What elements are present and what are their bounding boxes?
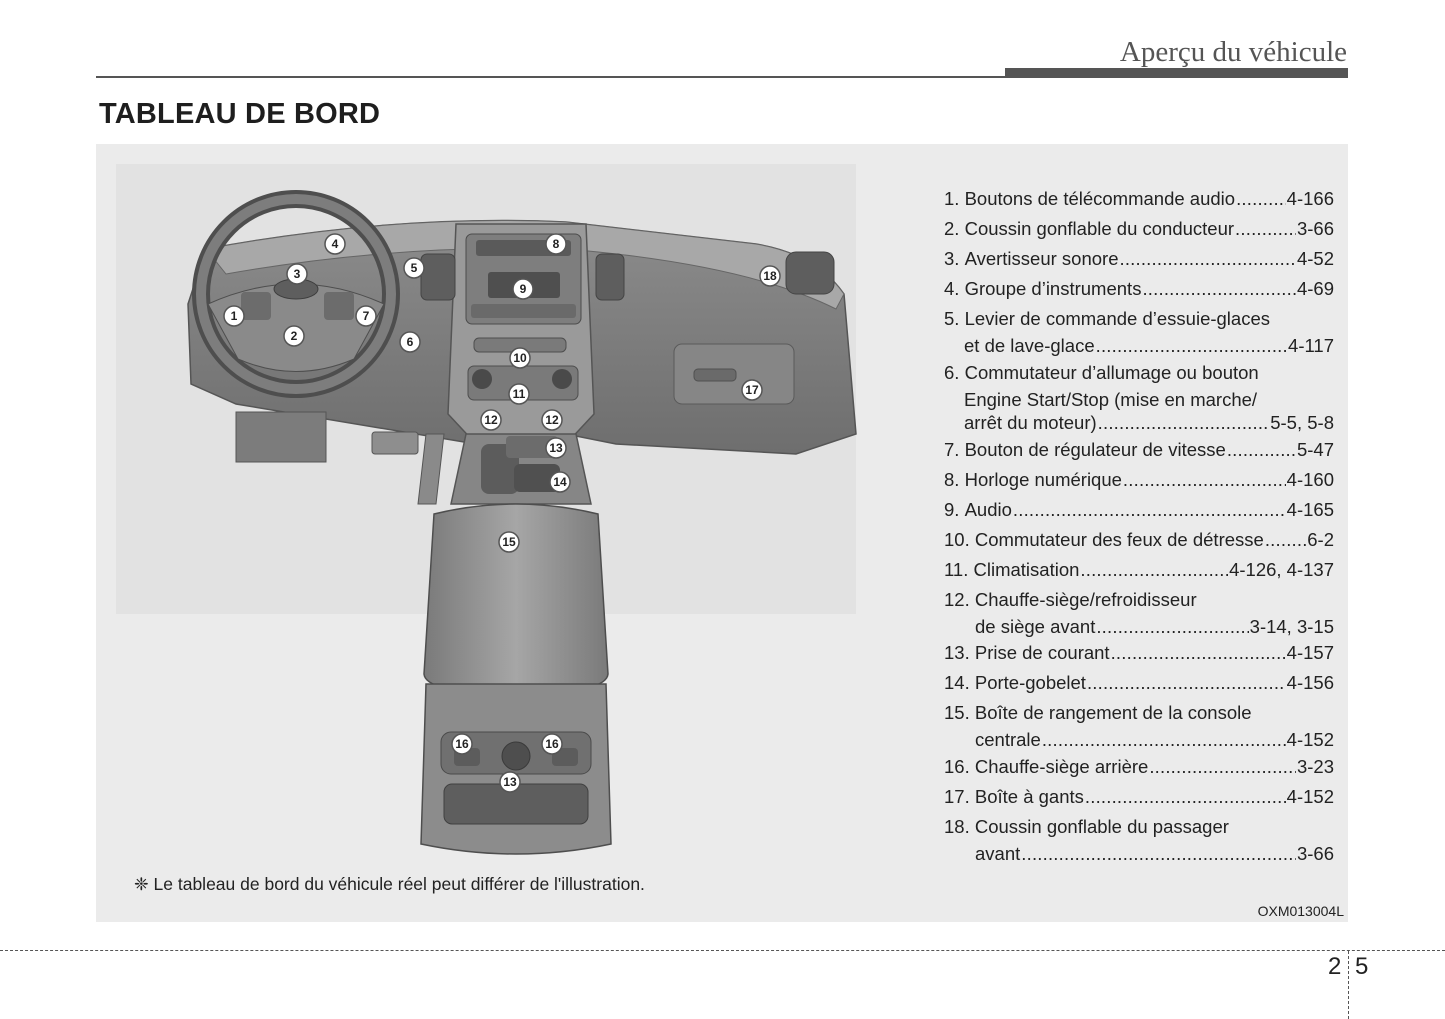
- header-rule-bar: [1005, 68, 1348, 78]
- callout-1: [224, 306, 244, 326]
- svg-text:5: 5: [410, 261, 418, 275]
- callout-16-left: [452, 734, 472, 754]
- header-rule: [96, 76, 1006, 78]
- page-number: 5: [1355, 953, 1369, 980]
- svg-text:12: 12: [484, 413, 498, 427]
- figure-footnote: ❈ Le tableau de bord du véhicule réel peut différer de l'illustration.: [134, 874, 645, 894]
- legend-item-continuation: centrale ..... 4-152: [944, 728, 1334, 752]
- dashboard-illustration: [96, 144, 936, 874]
- legend-item: 15. Boîte de rangement de la console: [944, 702, 1252, 723]
- svg-text:16: 16: [545, 737, 559, 751]
- callout-6: [400, 332, 420, 352]
- callout-12-right: [542, 410, 562, 430]
- callout-15: [499, 532, 519, 552]
- legend-item-continuation: de siège avant ..... 3-14, 3-15: [944, 615, 1334, 639]
- page-number-divider: [1348, 951, 1349, 1019]
- callout-18: [760, 266, 780, 286]
- legend-item: 11. Climatisation ..... 4-126, 4-137: [944, 555, 1334, 585]
- svg-text:1: 1: [230, 309, 238, 323]
- callout-5: [404, 258, 424, 278]
- svg-text:7: 7: [362, 309, 370, 323]
- legend-item: 13. Prise de courant ..... 4-157: [944, 638, 1334, 668]
- svg-text:10: 10: [513, 351, 527, 365]
- chapter-number: 2: [1328, 953, 1342, 980]
- callout-16-right: [542, 734, 562, 754]
- page-footer-rule: [0, 950, 1445, 951]
- svg-text:13: 13: [503, 775, 517, 789]
- callout-4: [325, 234, 345, 254]
- legend-item: 9. Audio ..... 4-165: [944, 495, 1334, 525]
- svg-text:16: 16: [455, 737, 469, 751]
- legend-item-continuation: arrêt du moteur) ..... 5-5, 5-8: [944, 411, 1334, 435]
- legend-item: 12. Chauffe-siège/refroidisseur: [944, 588, 1197, 610]
- legend-item: 3. Avertisseur sonore ..... 4-52: [944, 244, 1334, 274]
- svg-text:4: 4: [331, 237, 339, 251]
- legend-item: 18. Coussin gonflable du passager: [944, 815, 1229, 837]
- callout-2: [284, 326, 304, 346]
- callout-3: [287, 264, 307, 284]
- svg-text:18: 18: [763, 269, 777, 283]
- svg-text:9: 9: [519, 282, 527, 296]
- legend-item: 1. Boutons de télécommande audio ..... 4-166: [944, 184, 1334, 214]
- callout-11: [509, 384, 529, 404]
- legend-item: 5. Levier de commande d’essuie-glaces: [944, 308, 1270, 329]
- svg-text:2: 2: [290, 329, 298, 343]
- legend-item: 16. Chauffe-siège arrière ..... 3-23: [944, 752, 1334, 782]
- legend-item-continuation: avant ..... 3-66: [944, 842, 1334, 866]
- svg-text:15: 15: [502, 535, 516, 549]
- legend-item: 4. Groupe d’instruments ..... 4-69: [944, 274, 1334, 304]
- callout-17: [742, 380, 762, 400]
- callout-12-left: [481, 410, 501, 430]
- legend-item: 10. Commutateur des feux de détresse ..... 6-2: [944, 525, 1334, 555]
- legend-item: 8. Horloge numérique ..... 4-160: [944, 465, 1334, 495]
- legend-item-continuation: et de lave-glace ..... 4-117: [944, 334, 1334, 358]
- legend-item: 7. Bouton de régulateur de vitesse ..... 5-47: [944, 435, 1334, 465]
- svg-text:3: 3: [293, 267, 301, 281]
- callout-13: [546, 438, 566, 458]
- svg-text:11: 11: [512, 387, 526, 401]
- callout-10: [510, 348, 530, 368]
- legend-list: [944, 184, 1334, 865]
- svg-text:17: 17: [745, 383, 759, 397]
- svg-text:12: 12: [545, 413, 559, 427]
- page-title: TABLEAU DE BORD: [99, 98, 381, 130]
- svg-text:8: 8: [552, 237, 560, 251]
- legend-item: 6. Commutateur d’allumage ou bouton: [944, 361, 1259, 383]
- legend-item: 14. Porte-gobelet ..... 4-156: [944, 668, 1334, 698]
- callout-13-rear: [500, 772, 520, 792]
- svg-text:13: 13: [549, 441, 563, 455]
- figure-code: OXM013004L: [1257, 903, 1344, 919]
- callout-14: [550, 472, 570, 492]
- callout-9: [513, 279, 533, 299]
- callout-8: [546, 234, 566, 254]
- legend-item-continuation: Engine Start/Stop (mise en marche/: [964, 388, 1258, 410]
- section-header-title: Aperçu du véhicule: [1119, 36, 1347, 68]
- legend-item: 17. Boîte à gants ..... 4-152: [944, 782, 1334, 812]
- svg-text:6: 6: [406, 335, 414, 349]
- svg-text:14: 14: [553, 475, 567, 489]
- callout-7: [356, 306, 376, 326]
- figure-panel: [96, 144, 1348, 922]
- legend-item: 2. Coussin gonflable du conducteur ..... 3-66: [944, 214, 1334, 244]
